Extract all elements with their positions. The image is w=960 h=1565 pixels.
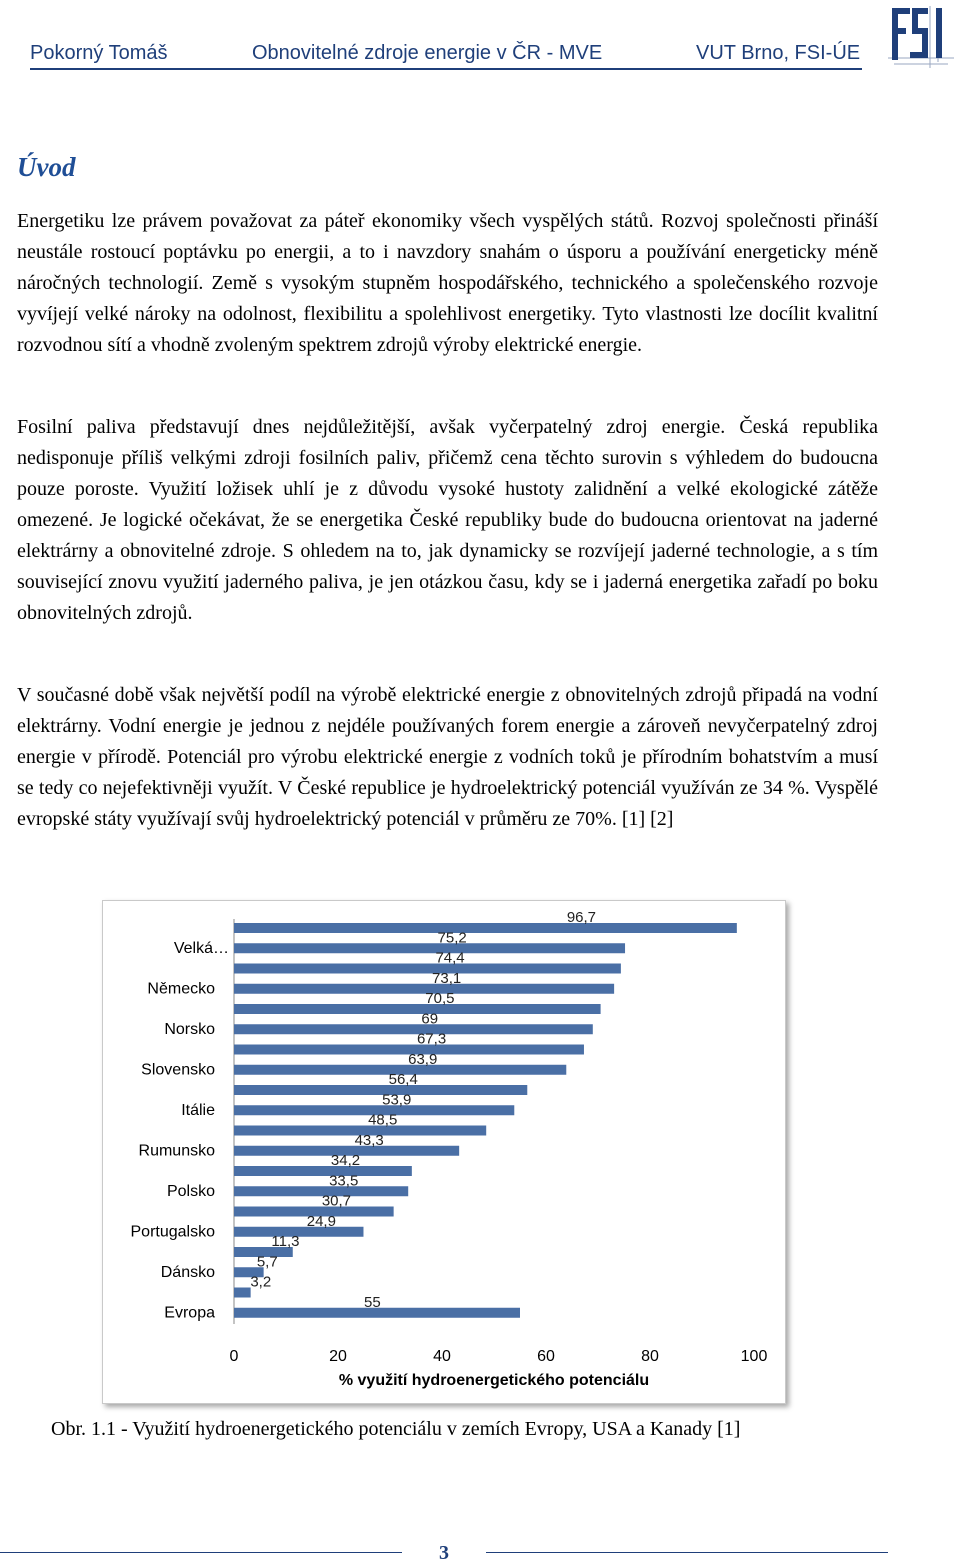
- value-label-8: 56,4: [388, 1071, 418, 1088]
- paragraph-1: Energetiku lze právem považovat za páteř ekonomiky všech vyspělých států. Rozvoj společnosti přináší neustále rostoucí poptávku po energii, a to i navzdory snahám o úsporu a používání energeticky méně náročných technologií. Země s vysokým stupněm hospodářského, technického a společenského rozvoje vyvíjejí velké nároky na odolnost, flexibilitu a spolehlivost energetiky. Tyto vlastnosti lze docílit kvalitní rozvodnou sítí a vhodně zvoleným spektrem zdrojů výroby elektrické energie.: [17, 210, 878, 356]
- category-label-13: Polsko: [166, 1183, 215, 1200]
- value-label-14: 30,7: [321, 1192, 352, 1210]
- x-tick-60: 60: [537, 1348, 555, 1365]
- x-tick-80: 80: [641, 1348, 659, 1365]
- value-label-9: 53,9: [382, 1091, 412, 1109]
- value-label-19: 55: [364, 1293, 381, 1311]
- value-label-10: 48,5: [368, 1111, 398, 1129]
- value-label-5: 69: [421, 1010, 439, 1028]
- bar-12: [234, 1166, 412, 1176]
- value-label-1: 75,2: [437, 929, 467, 947]
- value-label-3: 73,1: [432, 969, 462, 987]
- x-tick-20: 20: [329, 1348, 347, 1365]
- bar-0: [234, 923, 737, 933]
- page-number: 3: [439, 1542, 449, 1564]
- header-title: Obnovitelné zdroje energie v ČR - MVE: [252, 42, 603, 64]
- paragraph-2: Fosilní paliva představují dnes nejdůležitější, avšak vyčerpatelný zdroj energie. Česká republika nedisponuje příliš velkými zdroji fosilních paliv, přičemž cena těchto surovin s výhledem do budoucna pouze poroste. Využití ložisek uhlí je z důvodu vysoké hustoty zalidnění a velké ekologické zátěže omezené. Je logické očekávat, že se energetika České republiky bude do budoucna orientovat na jaderné elektrárny a obnovitelné zdroje. S ohledem na to, jak dynamicky se rozvíjejí jaderné technologie, a s tím související znovu využití jaderného paliva, je jen otázkou času, kdy se i jaderná energetika zařadí po boku obnovitelných zdrojů.: [17, 416, 878, 624]
- page-header: [30, 42, 862, 70]
- value-label-16: 11,3: [271, 1233, 300, 1250]
- bar-8: [234, 1085, 527, 1095]
- category-label-11: Rumunsko: [138, 1142, 215, 1160]
- category-label-17: Dánsko: [160, 1264, 215, 1281]
- value-label-4: 70,5: [425, 990, 455, 1007]
- category-label-15: Portugalsko: [130, 1223, 215, 1241]
- value-label-6: 67,3: [416, 1030, 447, 1048]
- x-axis-title: % využití hydroenergetického potenciálu: [338, 1372, 650, 1389]
- x-tick-40: 40: [433, 1348, 451, 1365]
- hydro-potential-bar-chart: [103, 901, 785, 1403]
- category-label-3: Německo: [147, 980, 215, 998]
- value-label-7: 63,9: [408, 1050, 438, 1068]
- header-institution: VUT Brno, FSI-ÚE: [696, 42, 861, 64]
- bar-5: [234, 1024, 593, 1034]
- header-rule: [30, 68, 862, 70]
- bar-4: [234, 1004, 601, 1014]
- category-label-1: Velká…: [173, 940, 229, 957]
- category-label-9: Itálie: [181, 1102, 215, 1119]
- value-label-18: 3,2: [250, 1273, 272, 1291]
- bar-1: [234, 943, 625, 953]
- category-label-19: Evropa: [164, 1304, 215, 1322]
- value-label-11: 43,3: [354, 1131, 384, 1149]
- value-label-15: 24,9: [306, 1212, 336, 1230]
- value-label-17: 5,7: [256, 1253, 278, 1271]
- bar-2: [234, 964, 621, 974]
- x-tick-0: 0: [229, 1348, 239, 1365]
- value-label-2: 74,4: [435, 949, 465, 967]
- header-author: Pokorný Tomáš: [30, 42, 168, 64]
- value-label-13: 33,5: [329, 1172, 359, 1190]
- paragraph-3: V současné době však největší podíl na výrobě elektrické energie z obnovitelných zdrojů připadá na vodní elektrárny. Vodní energie je jednou z nejdéle používaných forem energie a zároveň nevyčerpatelný zdroj energie v přírodě. Potenciál pro výrobu elektrické energie z vodních toků je přírodním bohatstvím a musí se tedy co nejefektivněji využít. V České republice je hydroelektrický potenciál využíván ze 34 %. Vyspělé evropské státy využívají svůj hydroelektrický potenciál v průměru ze 70%. [1] [2]: [17, 684, 878, 830]
- category-label-5: Norsko: [164, 1021, 215, 1038]
- x-tick-100: 100: [740, 1348, 768, 1365]
- bar-18: [234, 1288, 251, 1298]
- section-title: Úvod: [17, 152, 76, 182]
- fsi-logo-icon: [886, 2, 956, 70]
- bar-3: [234, 984, 614, 994]
- value-label-12: 34,2: [330, 1152, 361, 1169]
- figure-caption: Obr. 1.1 - Využití hydroenergetického potenciálu v zemích Evropy, USA a Kanady [1]: [51, 1418, 741, 1440]
- category-label-7: Slovensko: [141, 1061, 215, 1079]
- chart-frame: [102, 900, 786, 1404]
- value-label-0: 96,7: [566, 909, 597, 926]
